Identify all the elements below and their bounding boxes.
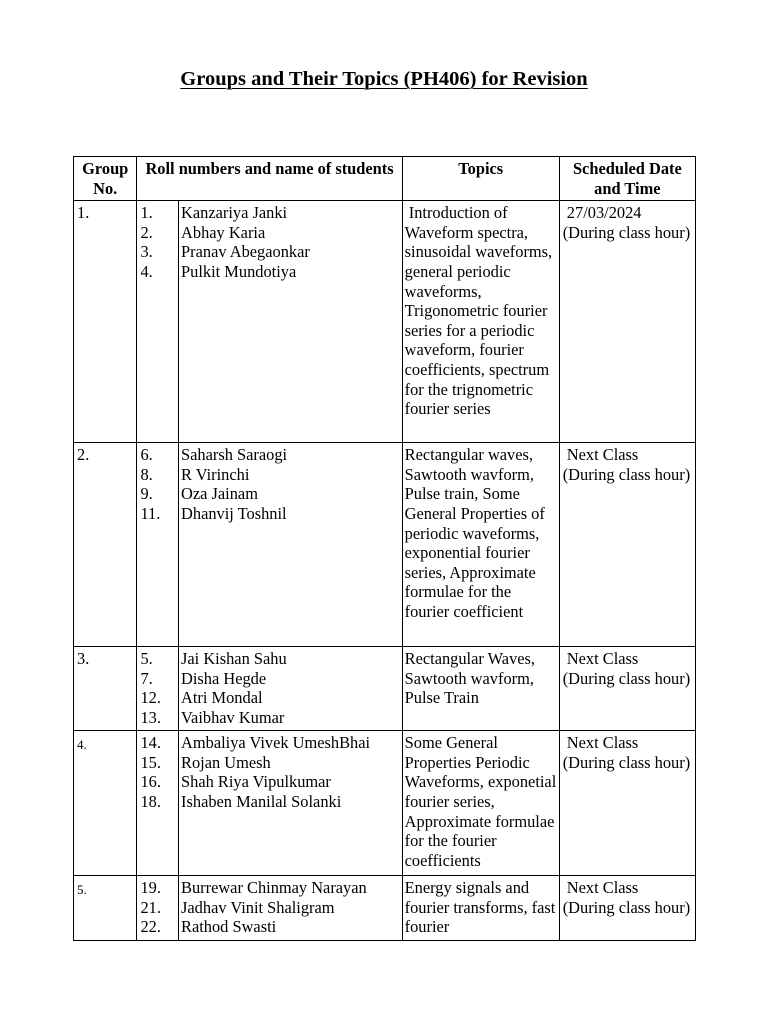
roll-number: 11.: [140, 503, 161, 523]
roll-numbers: [137, 876, 179, 941]
schedule-cell: [559, 731, 695, 876]
group-number: 2.: [74, 443, 137, 647]
topic-cell: [402, 731, 559, 876]
topic-text: Rectangular waves, Sawtooth wavform, Pulse train, Some General Properties of periodic waveforms, exponential fourier series, Approximate formulae for the fourier coefficient: [404, 445, 545, 621]
roll-number: 3.: [140, 242, 153, 262]
student-name: Shah Riya Vipulkumar: [181, 772, 331, 792]
student-name: Dhanvij Toshnil: [181, 503, 287, 523]
schedule-note: (During class hour): [562, 464, 691, 484]
student-name: Disha Hegde: [181, 668, 267, 688]
schedule-date: Next Class: [562, 445, 639, 465]
student-name: Jai Kishan Sahu: [181, 649, 287, 669]
schedule-note: (During class hour): [562, 897, 691, 917]
schedule-note: (During class hour): [562, 668, 691, 688]
roll-number: 2.: [140, 222, 153, 242]
roll-numbers: [137, 647, 179, 731]
schedule-cell: [559, 876, 695, 941]
topic-text: Rectangular Waves, Sawtooth wavform, Pulse Train: [404, 649, 536, 708]
header-schedule: Scheduled Date and Time: [559, 157, 695, 201]
student-name: Burrewar Chinmay Narayan: [181, 878, 367, 898]
schedule-date: Next Class: [562, 733, 639, 753]
student-name: Rathod Swasti: [181, 917, 277, 937]
student-name: Rojan Umesh: [181, 752, 271, 772]
student-name: Jadhav Vinit Shaligram: [181, 897, 335, 917]
student-name: Atri Mondal: [181, 688, 263, 708]
topic-cell: [402, 876, 559, 941]
table-row: [74, 647, 696, 731]
topic-text: Some General Properties Periodic Waveforms, exponetial fourier series, Approximate formulae for the fourier coefficients: [404, 733, 557, 870]
topic-cell: [402, 201, 559, 443]
table-row: [74, 731, 696, 876]
schedule-date: Next Class: [562, 649, 639, 669]
roll-numbers: [137, 443, 179, 647]
roll-number: 8.: [140, 464, 153, 484]
student-names: [179, 201, 403, 443]
topic-text: Energy signals and fourier transforms, fast fourier: [404, 878, 556, 937]
roll-number: 18.: [140, 791, 161, 811]
group-number: 3.: [74, 647, 137, 731]
page-title: Groups and Their Topics (PH406) for Revision: [180, 68, 588, 90]
student-names: [179, 731, 403, 876]
roll-number: 5.: [140, 649, 153, 669]
student-names: [179, 443, 403, 647]
schedule-note: (During class hour): [562, 222, 691, 242]
topic-cell: [402, 443, 559, 647]
student-name: Ishaben Manilal Solanki: [181, 791, 342, 811]
roll-number: 22.: [140, 917, 161, 937]
schedule-date: Next Class: [562, 878, 639, 898]
header-topics: Topics: [402, 157, 559, 201]
table-row: [74, 876, 696, 941]
roll-number: 21.: [140, 897, 161, 917]
schedule-cell: [559, 647, 695, 731]
schedule-cell: [559, 443, 695, 647]
student-name: Abhay Karia: [181, 222, 266, 242]
schedule-note: (During class hour): [562, 752, 691, 772]
group-number: 4.: [74, 731, 137, 876]
roll-number: 14.: [140, 733, 161, 753]
groups-table: [73, 156, 696, 941]
student-names: [179, 647, 403, 731]
roll-number: 13.: [140, 707, 161, 727]
topic-text: Introduction of Waveform spectra, sinusoidal waveforms, general periodic waveforms, Trigonometric fourier series for a periodic waveform, fourier coefficients, spectrum for the trignometric fourier series: [404, 203, 557, 419]
roll-numbers: [137, 201, 179, 443]
table-header-row: [74, 157, 696, 201]
roll-number: 1.: [140, 203, 153, 223]
student-name: Ambaliya Vivek UmeshBhai: [181, 733, 371, 753]
student-names: [179, 876, 403, 941]
student-name: Pranav Abegaonkar: [181, 242, 310, 262]
student-name: Pulkit Mundotiya: [181, 261, 297, 281]
table-row: [74, 201, 696, 443]
roll-number: 12.: [140, 688, 161, 708]
roll-number: 7.: [140, 668, 153, 688]
roll-numbers: [137, 731, 179, 876]
group-number: 1.: [74, 201, 137, 443]
roll-number: 9.: [140, 484, 153, 504]
schedule-date: 27/03/2024: [562, 203, 642, 223]
roll-number: 4.: [140, 261, 153, 281]
student-name: Oza Jainam: [181, 484, 258, 504]
roll-number: 19.: [140, 878, 161, 898]
roll-number: 16.: [140, 772, 161, 792]
student-name: R Virinchi: [181, 464, 250, 484]
student-name: Vaibhav Kumar: [181, 707, 285, 727]
header-group-no: Group No.: [74, 157, 137, 201]
roll-number: 15.: [140, 752, 161, 772]
topic-cell: [402, 647, 559, 731]
group-number: 5.: [74, 876, 137, 941]
header-roll-numbers: Roll numbers and name of students: [137, 157, 402, 201]
schedule-cell: [559, 201, 695, 443]
table-row: [74, 443, 696, 647]
roll-number: 6.: [140, 445, 153, 465]
student-name: Saharsh Saraogi: [181, 445, 288, 465]
student-name: Kanzariya Janki: [181, 203, 288, 223]
